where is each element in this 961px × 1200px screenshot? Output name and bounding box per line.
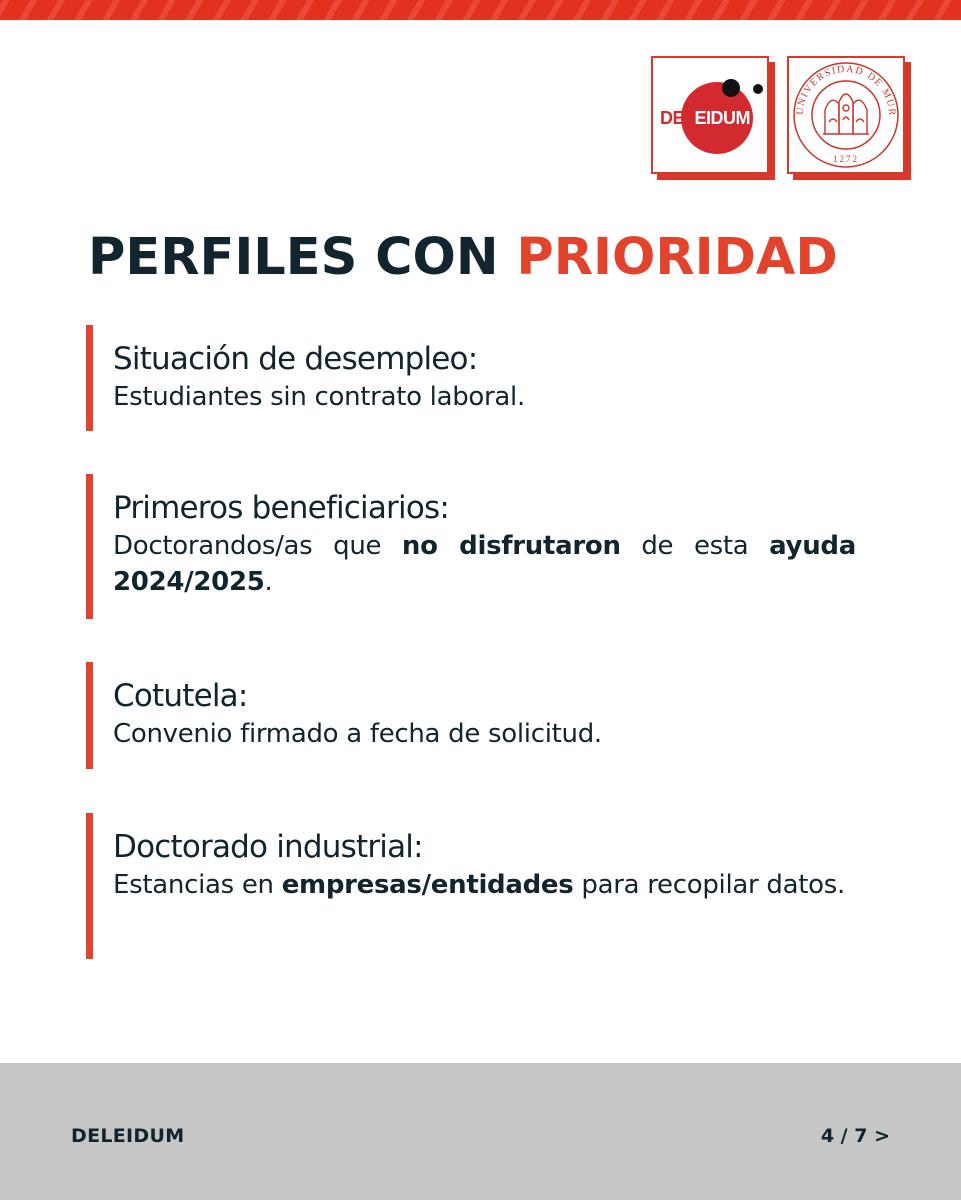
profile-heading: Primeros beneficiarios: bbox=[113, 490, 449, 526]
university-seal-graphic bbox=[789, 58, 903, 172]
profile-description bbox=[113, 867, 856, 903]
profile-text: de esta bbox=[620, 531, 770, 561]
page-title-main: PERFILES CON bbox=[88, 228, 517, 287]
profile-unemployment bbox=[86, 325, 856, 431]
top-stripe bbox=[0, 0, 961, 20]
profile-heading: Doctorado industrial: bbox=[113, 829, 423, 865]
profile-description: Estudiantes sin contrato laboral. bbox=[113, 382, 525, 412]
seal-year: 1272 bbox=[833, 154, 859, 164]
profile-text-emphasis: no disfrutaron bbox=[401, 531, 621, 561]
profile-description: Convenio firmado a fecha de solicitud. bbox=[113, 719, 602, 749]
profile-cotutela bbox=[86, 662, 856, 769]
profile-heading: Situación de desempleo: bbox=[113, 341, 478, 377]
pagination-next[interactable]: 4 / 7 > bbox=[820, 1125, 890, 1147]
page-title bbox=[88, 224, 838, 292]
seal-ring-text: UNIVERSIDAD DE MUR bbox=[794, 63, 898, 117]
profile-industrial-doctorate bbox=[86, 813, 856, 959]
profile-description bbox=[113, 528, 856, 600]
profile-text-emphasis: empresas/entidades bbox=[281, 870, 574, 900]
footer-bar bbox=[0, 1063, 961, 1200]
profile-text: para recopilar datos. bbox=[573, 870, 845, 900]
deleidum-logo-text-dark: DEL bbox=[660, 108, 695, 128]
profile-text-emphasis: ayuda 2024/2025 bbox=[113, 531, 856, 597]
profile-heading: Cotutela: bbox=[113, 678, 248, 714]
profile-text: Doctorandos/as que bbox=[113, 531, 402, 561]
deleidum-logo-graphic bbox=[653, 58, 767, 172]
profile-first-beneficiaries bbox=[86, 474, 856, 619]
deleidum-logo bbox=[651, 56, 769, 174]
profile-text: . bbox=[264, 567, 273, 597]
profile-text: Estancias en bbox=[113, 870, 282, 900]
seal-emblem-icon bbox=[823, 94, 869, 134]
university-seal-logo bbox=[787, 56, 905, 174]
deleidum-logo-text-light: EIDUM bbox=[694, 108, 750, 128]
page-title-accent: PRIORIDAD bbox=[516, 228, 838, 287]
svg-text:DELEIDUM bbox=[660, 108, 750, 128]
footer-brand: DELEIDUM bbox=[71, 1125, 185, 1147]
